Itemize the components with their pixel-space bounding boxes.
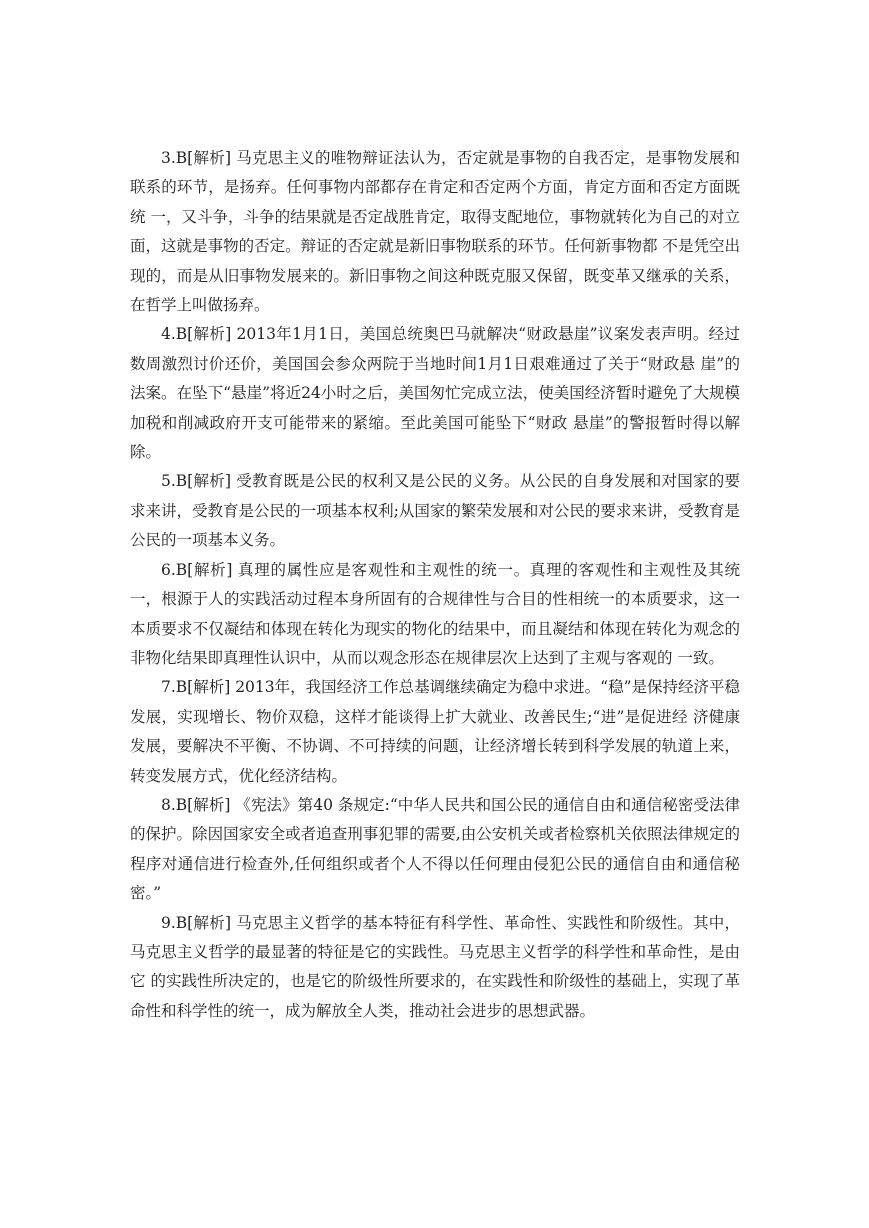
- answer-paragraph-3: 3.B[解析] 马克思主义的唯物辩证法认为，否定就是事物的自我否定，是事物发展和联系的环节，是扬弃。任何事物内部都存在肯定和否定两个方面，肯定方面和否定方面既统 一，又斗争，斗争的结果就是否定战胜肯定，取得支配地位，事物就转化为自己的对立面，这就是事物的否定。辩证的否定就是新旧事物联系的环节。任何新事物都 不是凭空出现的，而是从旧事物发展来的。新旧事物之间这种既克服又保留，既变革又继承的关系，在哲学上叫做扬弃。: [130, 149, 740, 315]
- answer-paragraph-5: 5.B[解析] 受教育既是公民的权利又是公民的义务。从公民的自身发展和对国家的要求来讲，受教育是公民的一项基本权利;从国家的繁荣发展和对公民的要求来讲，受教育是公民的一项基本义务。: [130, 472, 740, 550]
- answer-paragraph-6: 6.B[解析] 真理的属性应是客观性和主观性的统一。真理的客观性和主观性及其统一，根源于人的实践活动过程本身所固有的合规律性与合目的性相统一的本质要求，这一本质要求不仅凝结和体现在转化为现实的物化的结果中，而且凝结和体现在转化为观念的非物化结果即真理性认识中，从而以观念形态在规律层次上达到了主观与客观的 一致。: [130, 560, 740, 667]
- answer-paragraph-4: 4.B[解析] 2013年1月1日，美国总统奥巴马就解决“财政悬崖”议案发表声明。经过数周激烈讨价还价，美国国会参众两院于当地时间1月1日艰难通过了关于“财政悬 崖”的法案。在坠下“悬崖”将近24小时之后，美国匆忙完成立法，使美国经济暂时避免了大规模加税和削减政府开支可能带来的紧缩。至此美国可能坠下“财政 悬崖”的警报暂时得以解除。: [130, 325, 740, 462]
- answer-paragraph-9: 9.B[解析] 马克思主义哲学的基本特征有科学性、革命性、实践性和阶级性。其中，马克思主义哲学的最显著的特征是它的实践性。马克思主义哲学的科学性和革命性，是由它 的实践性所决定的，也是它的阶级性所要求的，在实践性和阶级性的基础上，实现了革命性和科学性的统一，成为解放全人类，推动社会进步的思想武器。: [130, 913, 740, 1020]
- document-body: [130, 144, 740, 1026]
- answer-paragraph-7: 7.B[解析] 2013年，我国经济工作总基调继续确定为稳中求进。“稳”是保持经济平稳发展，实现增长、物价双稳，这样才能谈得上扩大就业、改善民生;“进”是促进经 济健康发展，要解决不平衡、不协调、不可持续的问题，让经济增长转到科学发展的轨道上来，转变发展方式，优化经济结构。: [130, 678, 740, 785]
- answer-paragraph-8: 8.B[解析] 《宪法》第40 条规定:“中华人民共和国公民的通信自由和通信秘密受法律的保护。除因国家安全或者追查刑事犯罪的需要,由公安机关或者检察机关依照法律规定的程序对通信进行检查外,任何组织或者个人不得以任何理由侵犯公民的通信自由和通信秘密。”: [130, 795, 740, 903]
